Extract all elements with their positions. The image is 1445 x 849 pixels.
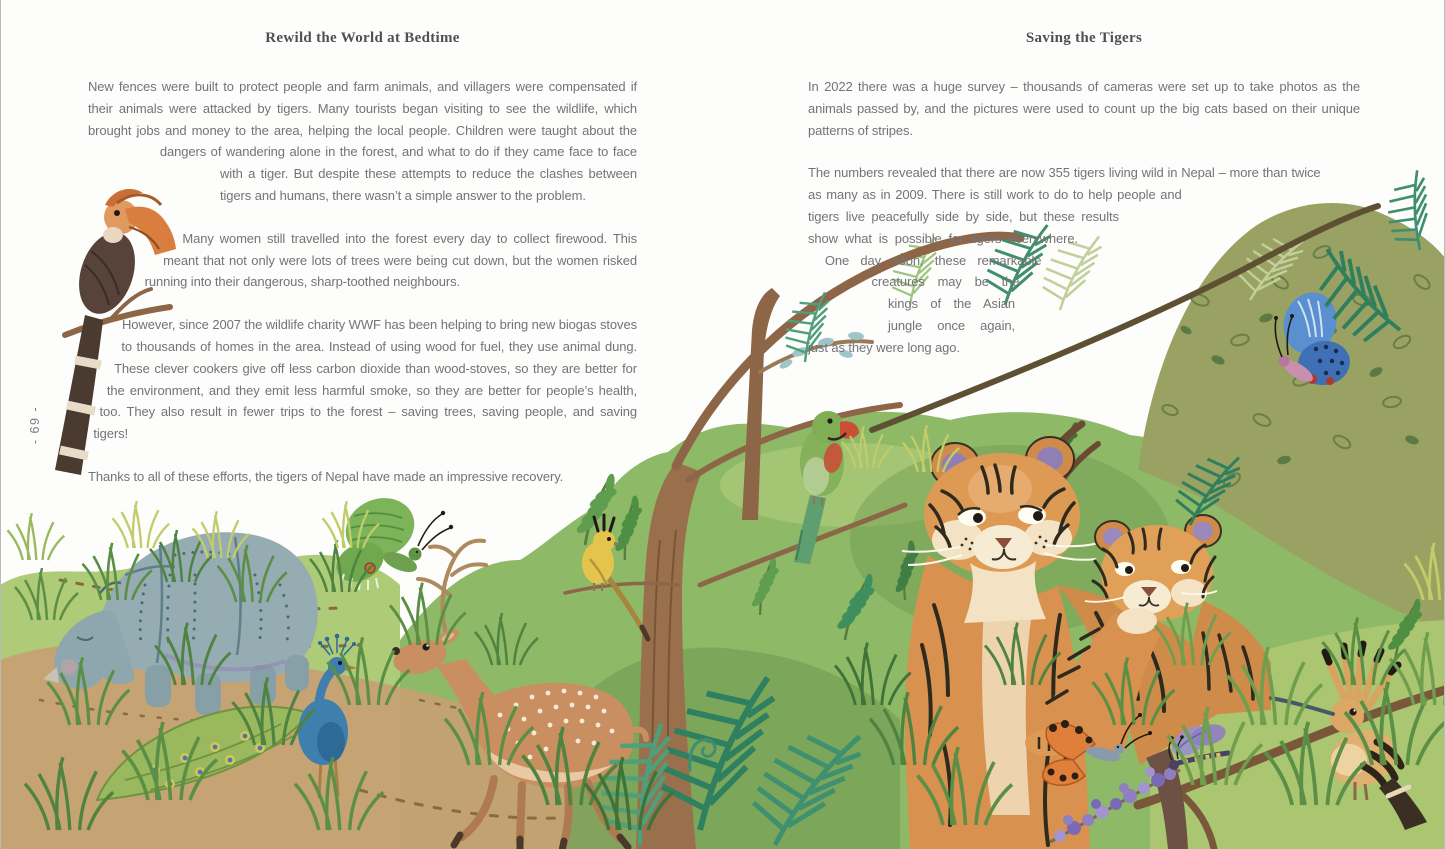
right-page-text [808,76,1360,380]
body-paragraph: In 2022 there was a huge survey – thousands of cameras were set up to take photos as the animals passed by, and the pictures were used to count up the big cats based on their unique patterns of stripes. [808,79,1360,138]
running-head-right: Saving the Tigers [1025,30,1143,46]
running-head-left: Rewild the World at Bedtime [265,30,460,46]
body-paragraph: Many women still travelled into the forest every day to collect firewood. This meant that not only were lots of trees were being cut down, but the women risked running into their dangerous, sharp-toothed neighbours. [144,230,637,290]
body-paragraph: The numbers revealed that there are now 355 tigers living wild in Nepal – more than twice as many as in 2009. There is still work to do to help people and tigers live peacefully side by side, but these results show what is possible for tigers everywhere. One day soon, these remarkable creatures may be the kings of the Asian jungle once again, just as they were long ago. [808,165,1321,355]
page-number: - 69 - [28,405,43,445]
body-paragraph: However, since 2007 the wildlife charity WWF has been helping to bring new biogas stoves to thousands of homes in the area. Instead of using wood for fuel, they use animal dung. These clever cookers give off less carbon dioxide than wood-stoves, so they are better for the environment, and they emit less harmful smoke, so they are better for people’s health, too. They also result in fewer trips to the forest – saving trees, saving people, and saving tigers! [93,317,637,442]
left-page-text [88,76,637,509]
body-paragraph: New fences were built to protect people and farm animals, and villagers were compensated if their animals were attacked by tigers. Many tourists began visiting to see the wildlife, which brought jobs and money to the area, helping the local people. Children were taught about the dangers of wandering alone in the forest, and what to do if they came face to face with a tiger. But despite these attempts to reduce the clashes between tigers and humans, there wasn’t a simple answer to the problem. [88,79,637,203]
body-paragraph: Thanks to all of these efforts, the tigers of Nepal have made an impressive recovery. [88,468,564,484]
